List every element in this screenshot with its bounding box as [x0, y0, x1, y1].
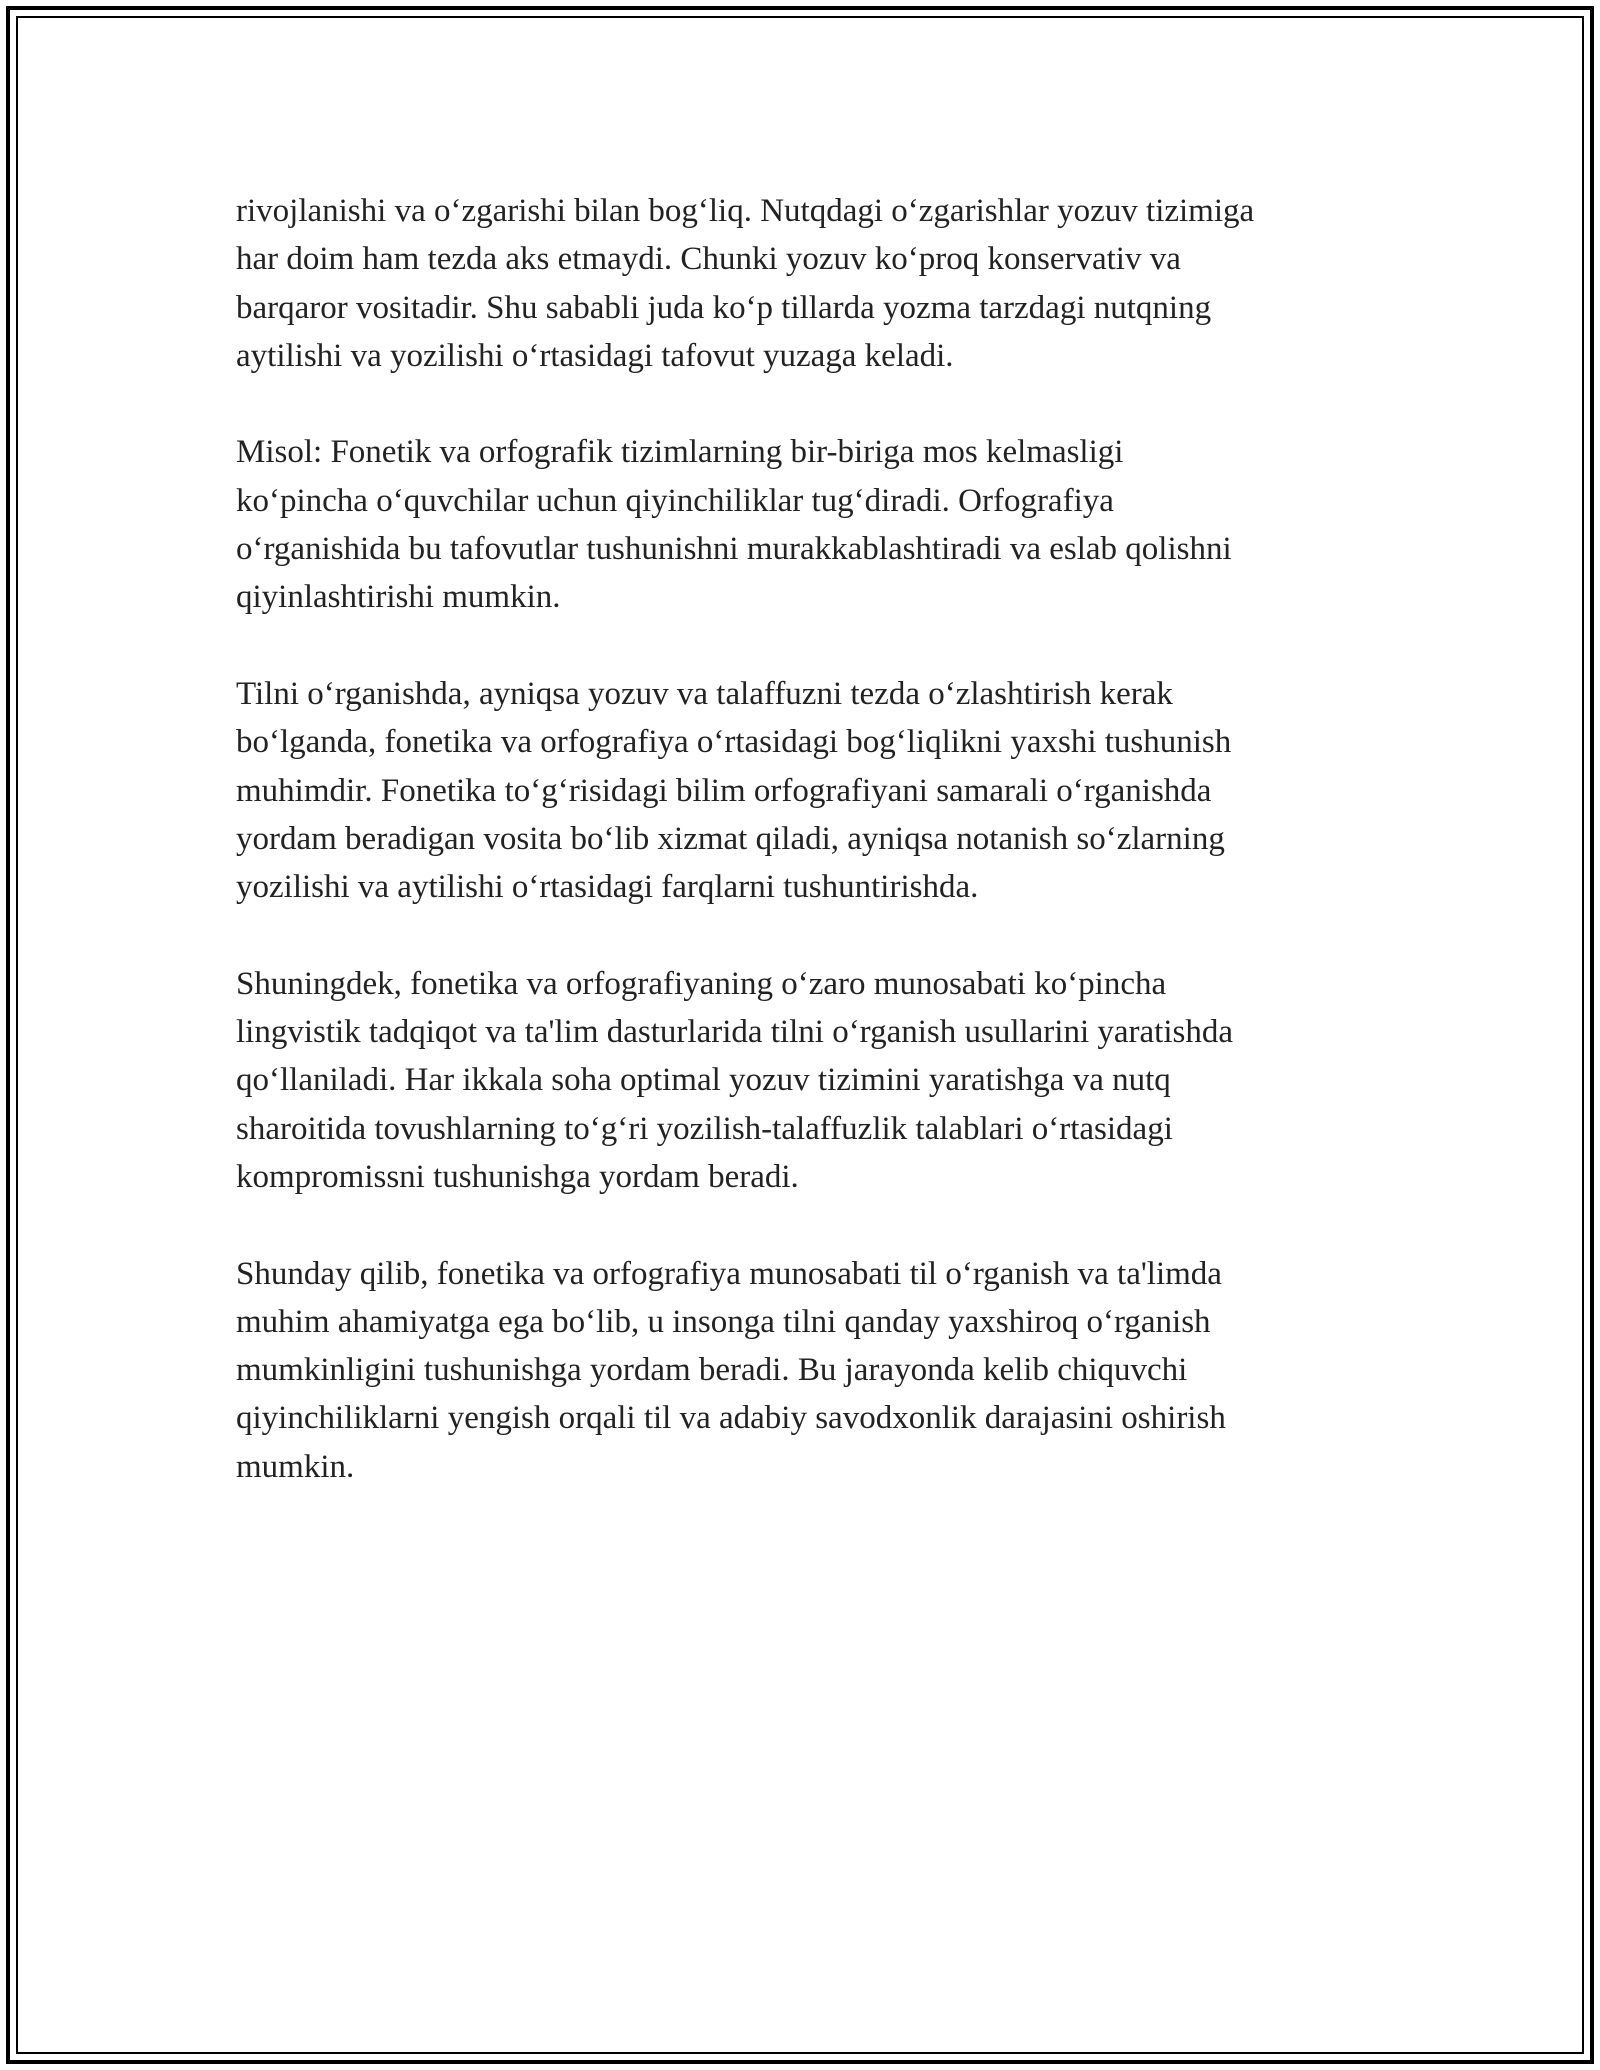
text-line: lingvistik tadqiqot va ta'lim dasturlarida tilni o‘rganish usullarini yaratishda — [236, 1014, 1233, 1051]
text-line: bo‘lganda, fonetika va orfografiya o‘rtasidagi bog‘liqlikni yaxshi tushunish — [236, 724, 1232, 761]
text-line: mumkinligini tushunishga yordam beradi. Bu jarayonda kelib chiquvchi — [236, 1352, 1188, 1389]
paragraph-1 — [236, 187, 1376, 380]
text-line: qiyinlashtirishi mumkin. — [236, 579, 561, 616]
document-body — [236, 187, 1376, 1539]
text-line: qiyinchiliklarni yengish orqali til va adabiy savodxonlik darajasini oshirish — [236, 1400, 1226, 1437]
text-line: Shunday qilib, fonetika va orfografiya munosabati til o‘rganish va ta'limda — [236, 1255, 1222, 1292]
text-line: yozilishi va aytilishi o‘rtasidagi farqlarni tushuntirishda. — [236, 869, 979, 906]
paragraph-3 — [236, 670, 1376, 911]
text-line: har doim ham tezda aks etmaydi. Chunki yozuv ko‘proq konservativ va — [236, 241, 1181, 278]
text-line: yordam beradigan vosita bo‘lib xizmat qiladi, ayniqsa notanish so‘zlarning — [236, 820, 1225, 857]
paragraph-2 — [236, 428, 1376, 621]
text-line: Tilni o‘rganishda, ayniqsa yozuv va talaffuzni tezda o‘zlashtirish kerak — [236, 675, 1173, 712]
paragraph-5 — [236, 1250, 1376, 1491]
paragraph-4 — [236, 960, 1376, 1201]
text-line: o‘rganishida bu tafovutlar tushunishni murakkablashtiradi va eslab qolishni — [236, 531, 1232, 568]
text-line: Misol: Fonetik va orfografik tizimlarning bir-biriga mos kelmasligi — [236, 434, 1124, 471]
text-line: Shuningdek, fonetika va orfografiyaning o‘zaro munosabati ko‘pincha — [236, 965, 1167, 1002]
text-line: barqaror vositadir. Shu sababli juda ko‘p tillarda yozma tarzdagi nutqning — [236, 289, 1212, 326]
text-line: muhimdir. Fonetika to‘g‘risidagi bilim orfografiyani samarali o‘rganishda — [236, 772, 1212, 809]
text-line: sharoitida tovushlarning to‘g‘ri yozilish-talaffuzlik talablari o‘rtasidagi — [236, 1110, 1173, 1147]
text-line: aytilishi va yozilishi o‘rtasidagi tafovut yuzaga keladi. — [236, 337, 954, 374]
text-line: rivojlanishi va o‘zgarishi bilan bog‘liq. Nutqdagi o‘zgarishlar yozuv tizimiga — [236, 193, 1255, 229]
text-line: qo‘llaniladi. Har ikkala soha optimal yozuv tizimini yaratishga va nutq — [236, 1062, 1171, 1099]
text-line: ko‘pincha o‘quvchilar uchun qiyinchiliklar tug‘diradi. Orfografiya — [236, 482, 1114, 519]
text-line: kompromissni tushunishga yordam beradi. — [236, 1158, 799, 1195]
text-line: muhim ahamiyatga ega bo‘lib, u insonga tilni qanday yaxshiroq o‘rganish — [236, 1303, 1211, 1340]
text-line: mumkin. — [236, 1448, 355, 1485]
